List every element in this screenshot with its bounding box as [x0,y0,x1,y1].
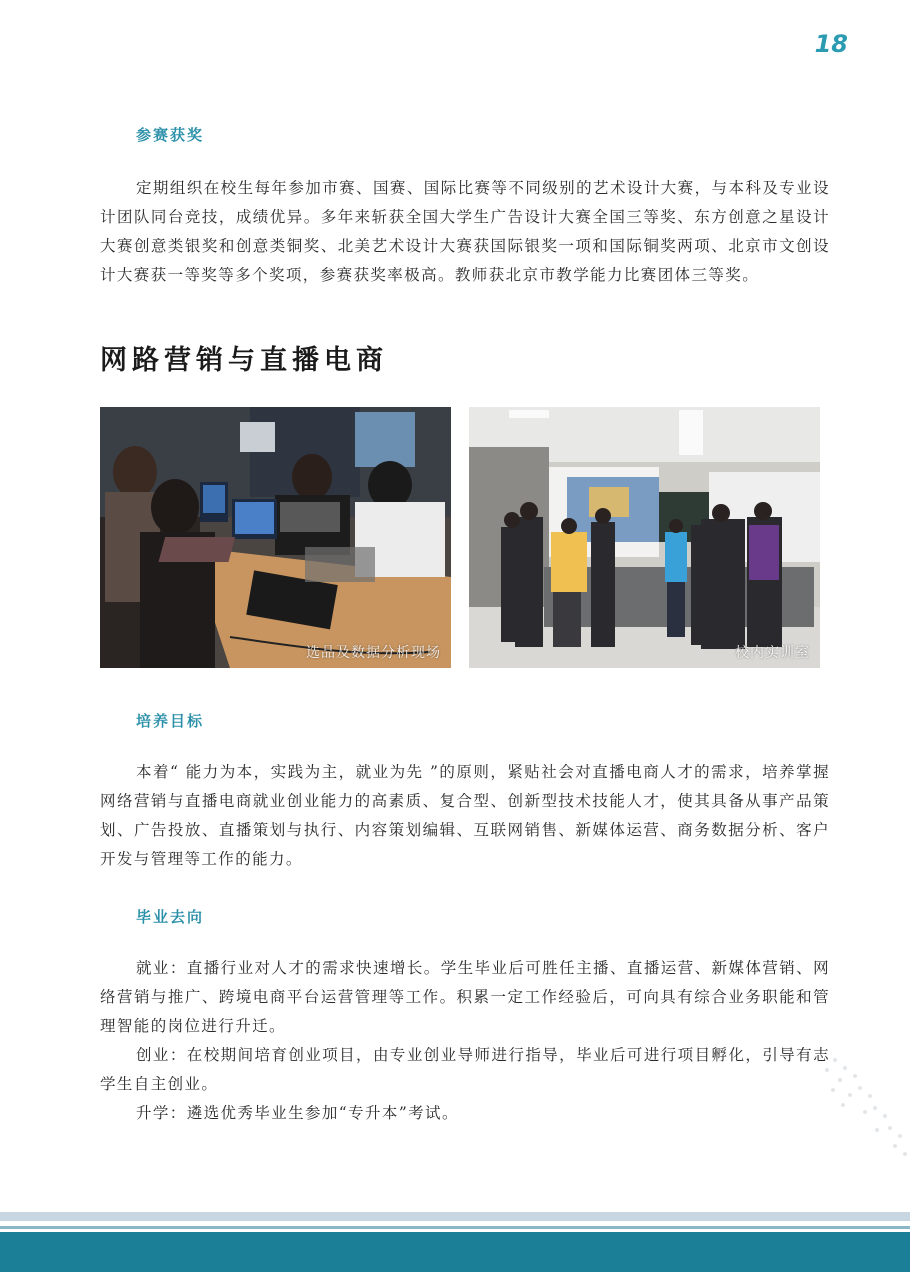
careers-further-study: 升学：遴选优秀毕业生参加“专升本”考试。 [136,1104,459,1122]
footer-band [0,1232,910,1272]
awards-heading: 参赛获奖 [136,126,205,144]
careers-heading: 毕业去向 [136,908,205,926]
program-title: 网路营销与直播电商 [100,345,388,376]
awards-paragraph: 定期组织在校生每年参加市赛、国赛、国际比赛等不同级别的艺术设计大赛，与本科及专业设计团队同台竞技，成绩优异。多年来斩获全国大学生广告设计大赛全国三等奖、东方创意之星设计大赛创意类银奖和创意类铜奖、北美艺术设计大赛获国际银奖一项和国际铜奖两项、北京市文创设计大赛获一等奖等多个奖项，参赛获奖率极高。教师获北京市教学能力比赛团体三等奖。 [100,179,830,284]
photo-data-analysis [100,407,451,668]
classroom-laptops-image [100,407,451,668]
goals-paragraph: 本着“ 能力为本，实践为主，就业为先 ”的原则，紧贴社会对直播电商人才的需求，培养掌握网络营销与直播电商就业创业能力的高素质、复合型、创新型技术技能人才，使其具备从事产品策划、广告投放、直播策划与执行、内容策划编辑、互联网销售、新媒体运营、商务数据分析、客户开发与管理等工作的能力。 [100,763,830,868]
dot-pattern-decoration [815,1050,910,1160]
page-number: 18 [814,30,848,58]
goals-heading: 培养目标 [136,712,205,730]
careers-employment: 就业：直播行业对人才的需求快速增长。学生毕业后可胜任主播、直播运营、新媒体营销、网络营销与推广、跨境电商平台运营管理等工作。积累一定工作经验后，可向具有综合业务职能和管理智能的岗位进行升迁。 [100,959,830,1035]
training-room-image [469,407,820,668]
photo-training-room [469,407,820,668]
careers-entrepreneurship: 创业：在校期间培育创业项目，由专业创业导师进行指导，毕业后可进行项目孵化，引导有志学生自主创业。 [100,1046,830,1093]
photo-caption-2: 校内实训室 [735,645,810,661]
photo-caption-1: 选品及数据分析现场 [306,645,441,661]
footer-light-stripe [0,1212,910,1221]
footer-thin-stripe [0,1226,910,1229]
